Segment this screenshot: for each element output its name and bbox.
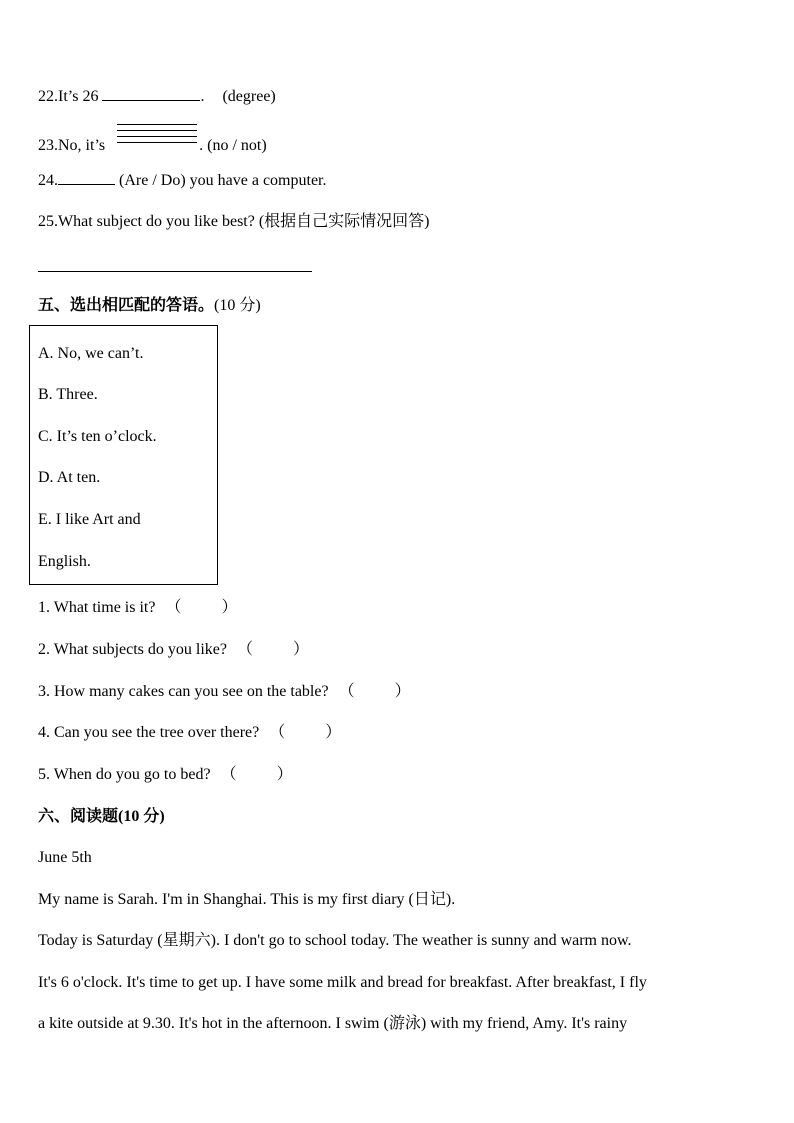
question-22-suffix: . [200, 88, 205, 105]
question-23 [38, 134, 267, 156]
reading-line-1: My name is Sarah. I'm in Shanghai. This is my first diary (日记). [38, 891, 456, 908]
match-question-3 [38, 682, 411, 702]
answer-blank-22[interactable] [102, 100, 200, 101]
question-22-hint: (degree) [222, 88, 276, 105]
match-question-4-text: 4. Can you see the tree over there? [38, 724, 260, 741]
answer-paren-3[interactable]: （ ） [338, 683, 411, 700]
section-6-title-text: 六、阅读题 [38, 806, 119, 825]
answer-paren-1[interactable]: （ ） [165, 599, 238, 616]
match-question-3-text: 3. How many cakes can you see on the table? [38, 683, 329, 700]
option-e-continued: English. [38, 553, 91, 570]
match-question-1-text: 1. What time is it? [38, 599, 156, 616]
match-question-4 [38, 723, 341, 743]
answer-paren-5[interactable]: （ ） [220, 766, 293, 783]
question-23-prefix: 23.No, it’s [38, 137, 110, 154]
answer-blank-24[interactable] [58, 184, 115, 185]
question-25-text: 25.What subject do you like best? (根据自己实际情况回答) [38, 213, 430, 230]
answer-paren-2[interactable]: （ ） [237, 641, 310, 658]
question-24 [38, 171, 326, 191]
section-5-score: (10 分) [214, 297, 261, 314]
question-22-prefix: 22.It’s 26 [38, 88, 103, 105]
question-25 [38, 212, 430, 232]
section-6-score: (10 分) [118, 808, 165, 825]
section-5-title-text: 五、选出相匹配的答语。 [38, 295, 215, 314]
answer-line-25[interactable] [38, 271, 312, 272]
question-23-suffix: . (no / not) [199, 137, 267, 154]
option-a: A. No, we can’t. [38, 345, 144, 362]
question-24-prefix: 24. [38, 172, 58, 189]
answer-blank-23[interactable] [117, 134, 197, 156]
option-e: E. I like Art and [38, 511, 141, 528]
reading-line-2: Today is Saturday (星期六). I don't go to school today. The weather is sunny and warm now. [38, 932, 632, 949]
reading-line-3: It's 6 o'clock. It's time to get up. I have some milk and bread for breakfast. After breakfast, I fly [38, 974, 647, 991]
match-question-5 [38, 765, 293, 785]
answer-paren-4[interactable]: （ ） [269, 724, 342, 741]
diary-date: June 5th [38, 849, 92, 866]
match-question-5-text: 5. When do you go to bed? [38, 766, 211, 783]
option-d: D. At ten. [38, 469, 101, 486]
match-question-2-text: 2. What subjects do you like? [38, 641, 227, 658]
question-24-rest: (Are / Do) you have a computer. [115, 172, 327, 189]
match-question-2 [38, 640, 309, 660]
reading-line-4: a kite outside at 9.30. It's hot in the afternoon. I swim (游泳) with my friend, Amy. It's rainy [38, 1015, 628, 1032]
option-c: C. It’s ten o’clock. [38, 428, 157, 445]
answer-options-box [29, 325, 218, 585]
question-22 [38, 87, 276, 107]
section-5-title [38, 295, 261, 316]
option-b: B. Three. [38, 386, 98, 403]
section-6-title [38, 806, 165, 827]
match-question-1 [38, 598, 238, 618]
